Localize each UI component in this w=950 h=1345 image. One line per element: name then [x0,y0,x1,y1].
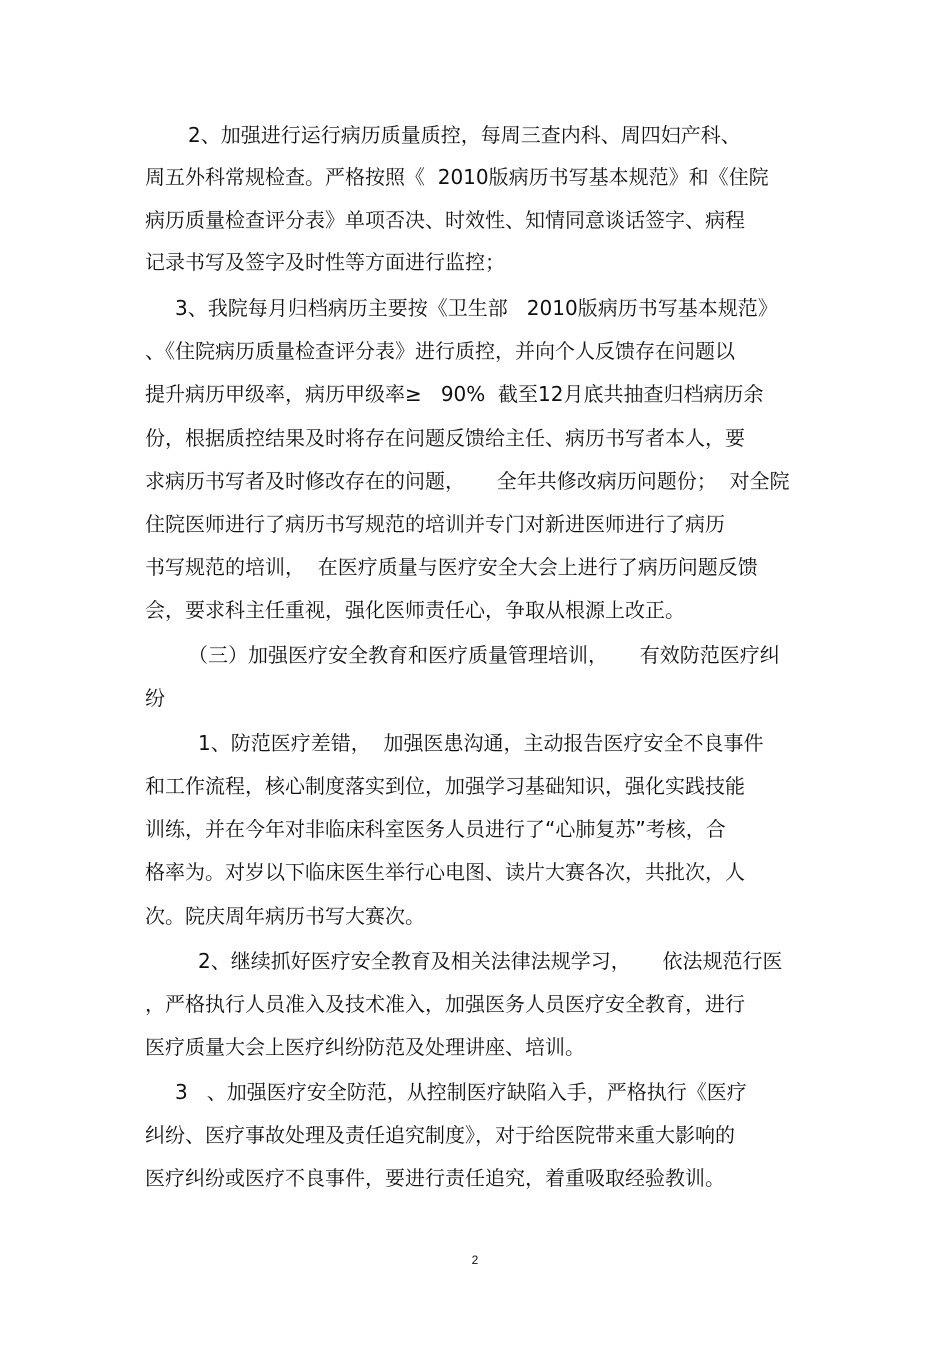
text-line: 住院医师进行了病历书写规范的培训并专门对新进医师进行了病历 [145,512,725,536]
text-line: 病历质量检查评分表》单项否决、时效性、知情同意谈话签字、病程 [145,208,745,232]
page-number: 2 [471,1253,479,1267]
text-line: ，严格执行人员准入及技术准入，加强医务人员医疗安全教育，进行 [145,992,745,1016]
text-line: 医疗质量大会上医疗纠纷防范及处理讲座、培训。 [145,1035,585,1059]
text-line: （三）加强医疗安全教育和医疗质量管理培训， 有效防范医疗纠 [188,643,780,667]
text-line: 和工作流程，核心制度落实到位，加强学习基础知识，强化实践技能 [145,774,745,798]
text-line: 2、继续抓好医疗安全教育及相关法律法规学习， 依法规范行医 [198,949,783,973]
text-line: 份，根据质控结果及时将存在问题反馈给主任、病历书写者本人，要 [145,426,745,450]
text-line: 1、防范医疗差错， 加强医患沟通，主动报告医疗安全不良事件 [198,731,764,755]
text-line: 3、我院每月归档病历主要按《卫生部 2010版病历书写基本规范》 [175,296,778,320]
text-line: 纷 [145,686,165,710]
text-line: 医疗纠纷或医疗不良事件，要进行责任追究，着重吸取经验教训。 [145,1166,725,1190]
text-line: 2、加强进行运行病历质量质控，每周三查内科、周四妇产科、 [188,123,741,147]
text-line: 周五外科常规检查。严格按照《 2010版病历书写基本规范》和《住院 [145,165,769,189]
text-line: 、《住院病历质量检查评分表》进行质控，并向个人反馈存在问题以 [145,339,735,363]
text-line: 书写规范的培训， 在医疗质量与医疗安全大会上进行了病历问题反馈 [145,555,758,579]
text-line: 求病历书写者及时修改存在的问题， 全年共修改病历问题份； 对全院 [145,469,790,493]
text-line: 次。院庆周年病历书写大赛次。 [145,904,425,928]
text-line: 训练，并在今年对非临床科室医务人员进行了“心肺复苏”考核，合 [145,817,726,841]
text-line: 提升病历甲级率，病历甲级率≥ 90% 截至12月底共抽查归档病历余 [145,382,764,406]
text-line: 格率为。对岁以下临床医生举行心电图、读片大赛各次，共批次，人 [145,860,745,884]
text-line: 会，要求科主任重视，强化医师责任心，争取从根源上改正。 [145,598,685,622]
text-line: 3 、加强医疗安全防范，从控制医疗缺陷入手，严格执行《医疗 [175,1080,747,1104]
text-line: 纠纷、医疗事故处理及责任追究制度》，对于给医院带来重大影响的 [145,1123,735,1147]
text-line: 记录书写及签字及时性等方面进行监控； [145,250,505,274]
